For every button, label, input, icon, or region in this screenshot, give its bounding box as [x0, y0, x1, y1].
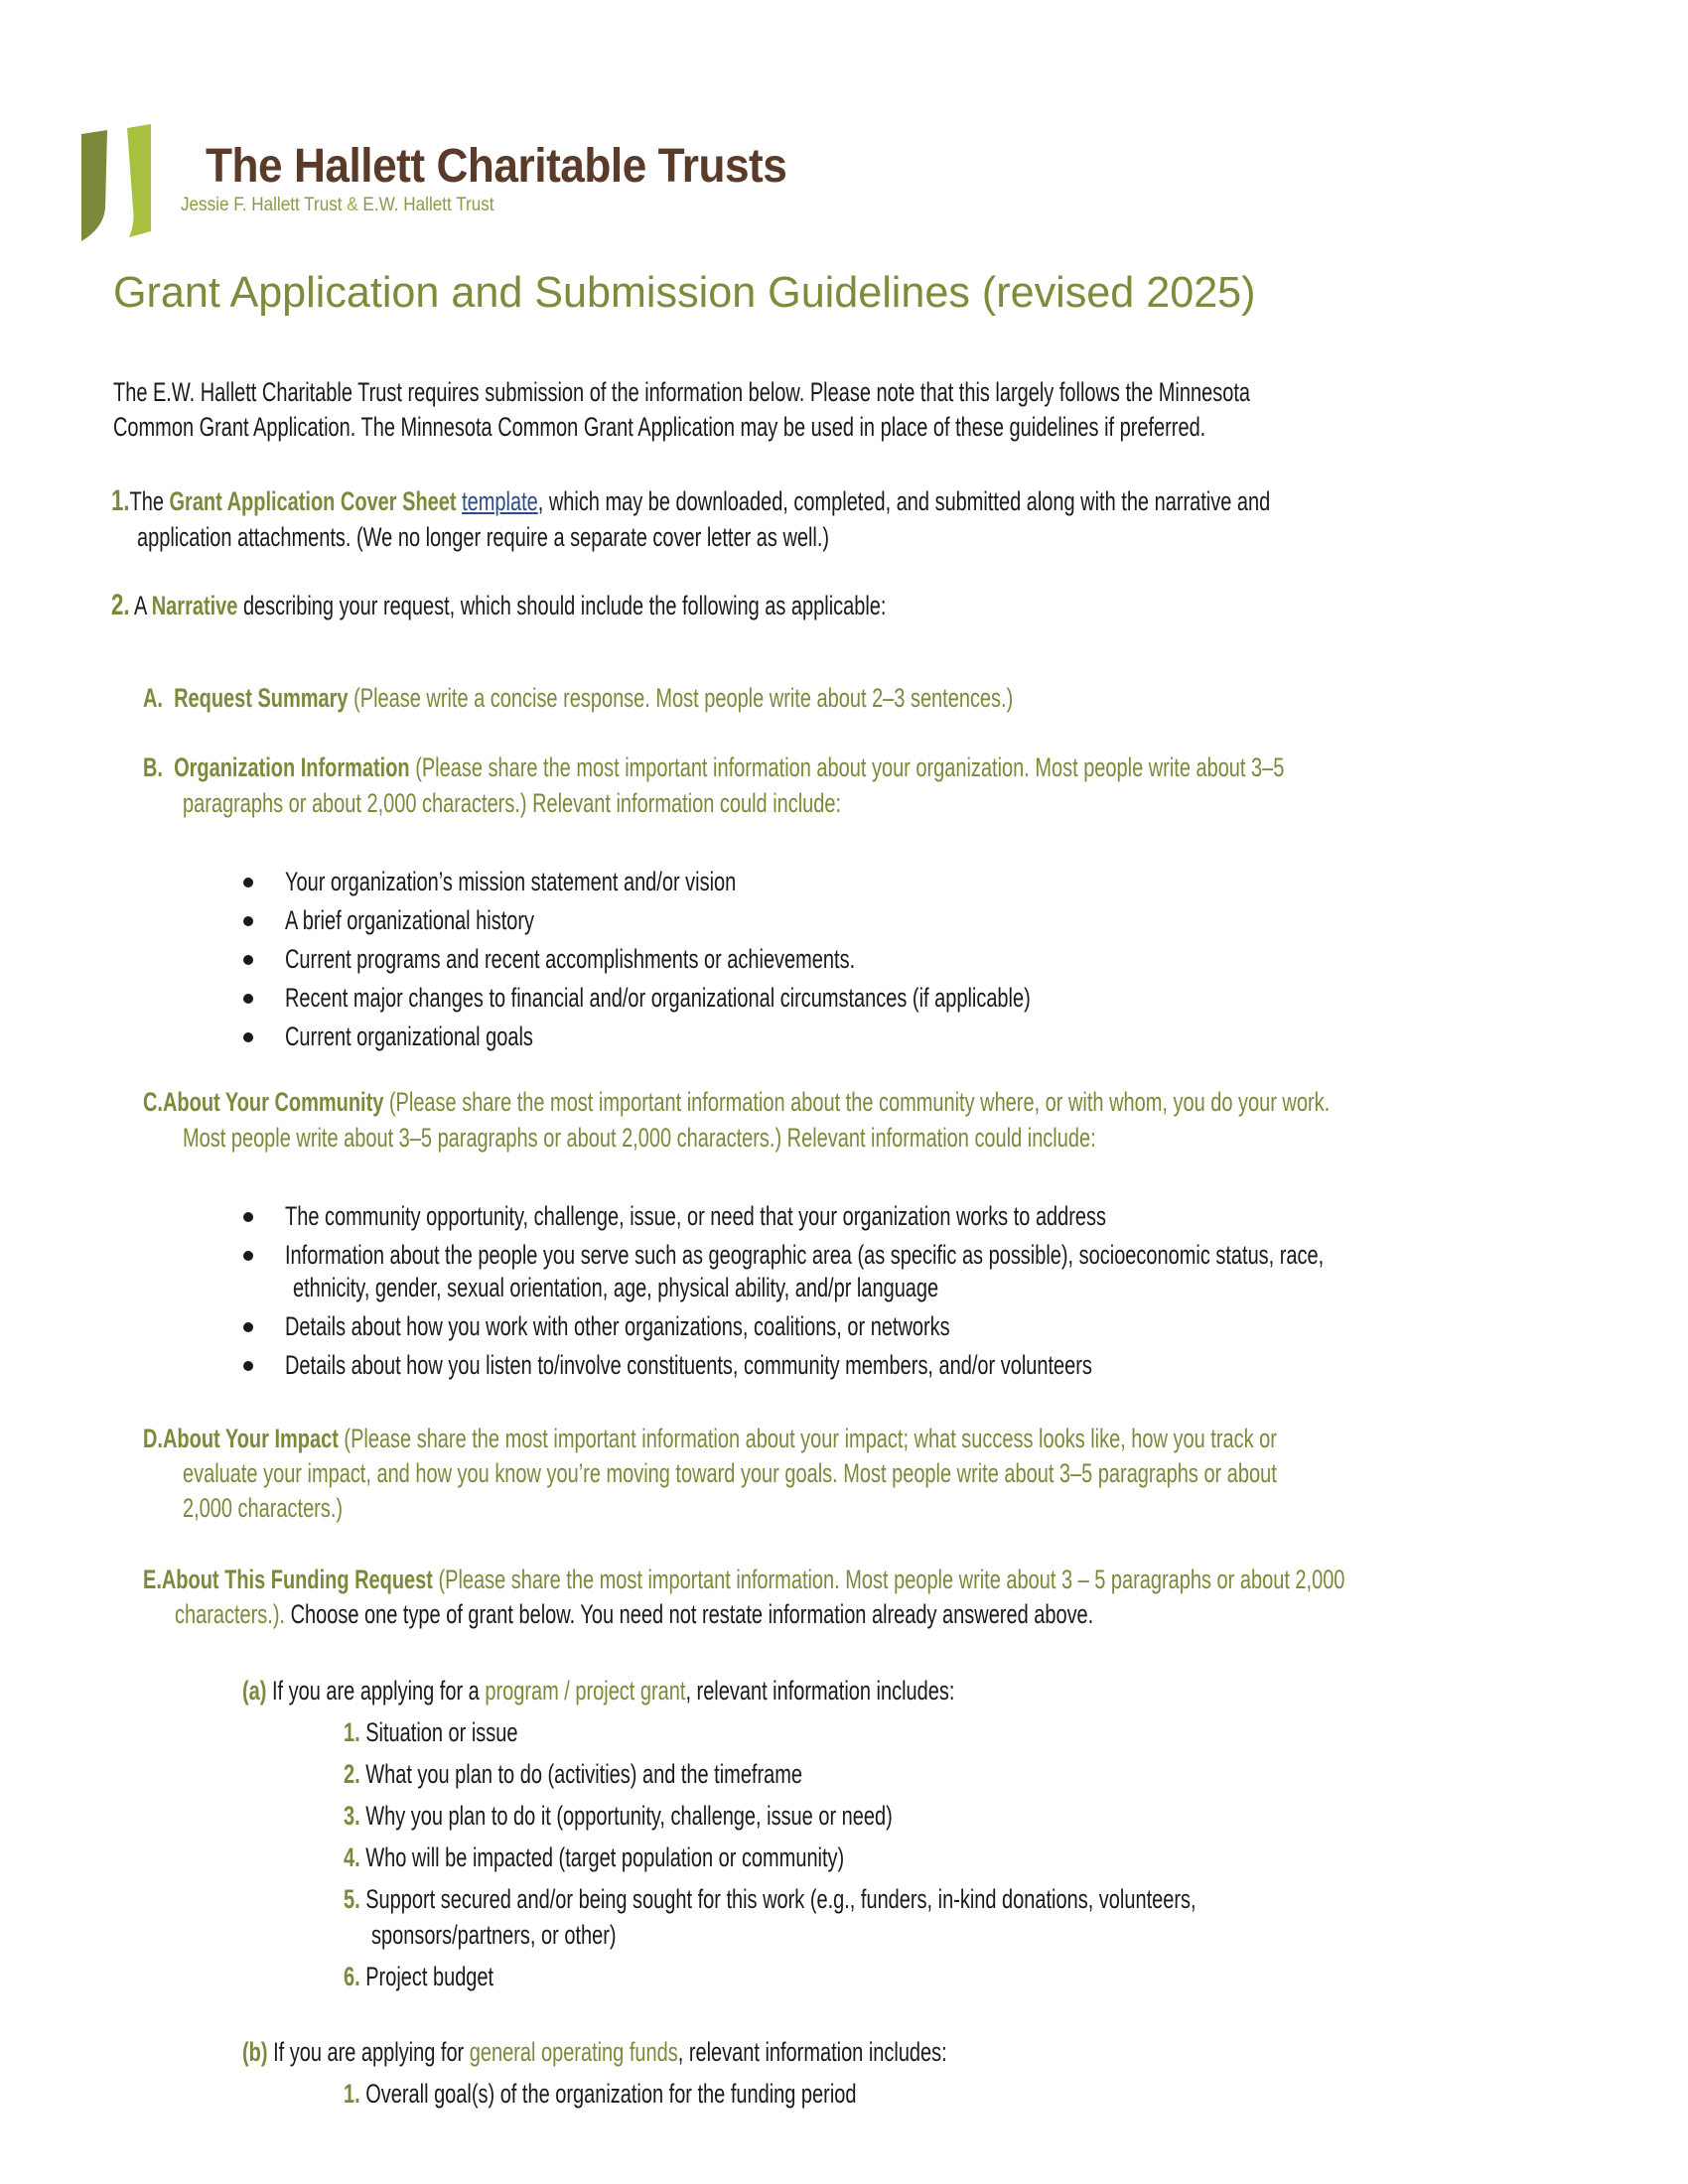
section-b-line-2: paragraphs or about 2,000 characters.) Relevant information could include:: [183, 788, 842, 818]
section-a: A. Request Summary (Please write a concise response. Most people write about 2–3 sentences.): [143, 683, 1014, 713]
section-e-line-2: characters.). Choose one type of grant below. You need not restate information already answered above.: [175, 1599, 1094, 1629]
bullet-icon: [243, 955, 253, 965]
list-item: The community opportunity, challenge, issue, or need that your organization works to address: [285, 1201, 1107, 1231]
bullet-icon: [243, 1032, 253, 1042]
list-item: Your organization’s mission statement and/or vision: [285, 867, 737, 896]
list-item: 2. What you plan to do (activities) and the timeframe: [344, 1759, 803, 1789]
sub-b: (b) If you are applying for general operating funds, relevant information includes:: [242, 2037, 947, 2067]
logo-subtitle: Jessie F. Hallett Trust & E.W. Hallett Trust: [181, 195, 494, 215]
section-c-line-2: Most people write about 3–5 paragraphs or about 2,000 characters.) Relevant information could include:: [183, 1123, 1096, 1153]
bullet-icon: [243, 916, 253, 926]
bullet-icon: [243, 1212, 253, 1222]
list-item-continuation: sponsors/partners, or other): [371, 1920, 617, 1950]
section-a-heading: Request Summary: [174, 683, 349, 713]
list-item: Details about how you work with other organizations, coalitions, or networks: [285, 1311, 950, 1341]
section-d-line-3: 2,000 characters.): [183, 1493, 344, 1523]
item-1-line-2: application attachments. (We no longer require a separate cover letter as well.): [137, 522, 830, 552]
sub-a: (a) If you are applying for a program / project grant, relevant information includes:: [242, 1676, 955, 1706]
bullet-icon: [243, 1251, 253, 1261]
bullet-icon: [243, 878, 253, 887]
item-1: 1.The Grant Application Cover Sheet template, which may be downloaded, completed, and submitted along with the narrative and: [111, 484, 1271, 517]
list-item: 5. Support secured and/or being sought for this work (e.g., funders, in-kind donations, volunteers,: [344, 1884, 1196, 1914]
list-item: 6. Project budget: [344, 1962, 494, 1991]
list-item: 1. Overall goal(s) of the organization for the funding period: [344, 2079, 857, 2109]
bullet-icon: [243, 994, 253, 1004]
intro-line-2: Common Grant Application. The Minnesota Common Grant Application may be used in place of these guidelines if preferred.: [113, 412, 1206, 442]
list-item: Recent major changes to financial and/or organizational circumstances (if applicable): [285, 983, 1031, 1013]
template-link[interactable]: template: [462, 486, 538, 516]
list-item: 3. Why you plan to do it (opportunity, challenge, issue or need): [344, 1801, 893, 1831]
section-e-heading: About This Funding Request: [161, 1565, 433, 1594]
section-b-heading: Organization Information: [174, 752, 410, 782]
section-c-heading: About Your Community: [162, 1087, 384, 1117]
logo-mark-icon: [79, 124, 159, 243]
item-2: 2. A Narrative describing your request, which should include the following as applicable:: [111, 589, 887, 621]
intro-line-1: The E.W. Hallett Charitable Trust requires submission of the information below. Please note that this largely follows the Minnesota: [113, 377, 1250, 407]
list-item: Current organizational goals: [285, 1022, 533, 1051]
list-item: A brief organizational history: [285, 905, 534, 935]
section-d-line-2: evaluate your impact, and how you know you’re moving toward your goals. Most people write about 3–5 paragraphs or about: [183, 1458, 1277, 1488]
list-item: 4. Who will be impacted (target population or community): [344, 1843, 845, 1872]
list-item-continuation: ethnicity, gender, sexual orientation, age, physical ability, and/pr language: [293, 1273, 939, 1302]
list-item: Details about how you listen to/involve constituents, community members, and/or volunteers: [285, 1350, 1092, 1380]
bullet-icon: [243, 1322, 253, 1332]
logo-wordmark: The Hallett Charitable Trusts: [206, 140, 787, 193]
section-b: B. Organization Information (Please share the most important information about your organization. Most people write about 3–5: [143, 752, 1285, 782]
list-item: Information about the people you serve such as geographic area (as specific as possible), socioeconomic status, race,: [285, 1240, 1325, 1270]
bullet-icon: [243, 1361, 253, 1371]
list-item: 1. Situation or issue: [344, 1717, 518, 1747]
section-e: E.About This Funding Request (Please share the most important information. Most people write about 3 – 5 paragraphs or about 2,000: [143, 1565, 1345, 1594]
page-title: Grant Application and Submission Guidelines (revised 2025): [113, 268, 1256, 317]
section-d: D.About Your Impact (Please share the most important information about your impact; what success looks like, how you track or: [143, 1424, 1277, 1453]
list-item: Current programs and recent accomplishments or achievements.: [285, 944, 856, 974]
section-d-heading: About Your Impact: [162, 1424, 339, 1453]
section-c: C.About Your Community (Please share the most important information about the community where, or with whom, you do your work.: [143, 1087, 1331, 1117]
